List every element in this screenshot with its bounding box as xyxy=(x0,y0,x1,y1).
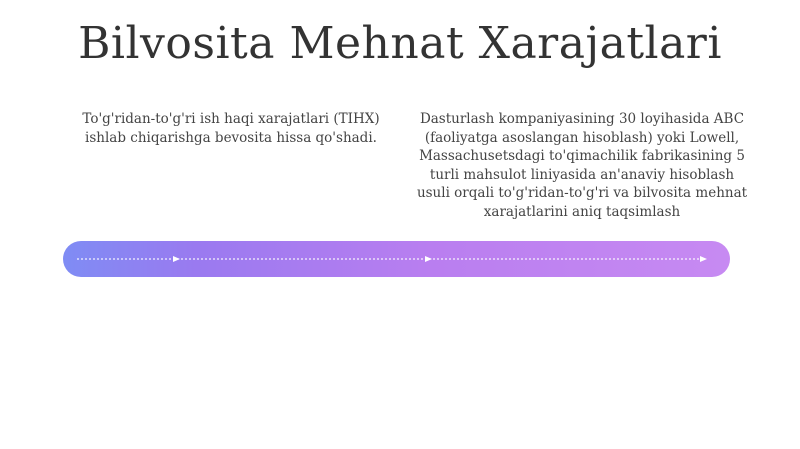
timeline-bar xyxy=(63,241,730,277)
timeline-arrow-3-icon xyxy=(700,256,707,262)
timeline-event-2-text: Dasturlash kompaniyasining 30 loyihasida ABC (faoliyatga asoslangan hisoblash) yoki Lowell, Massachusetsdagi to'qimachilik fabrikasining 5 turli mahsulot liniyasida an'anaviy hisoblash usuli orqali to'g'ridan-to'g'ri va bilvosita mehnat xarajatlarini aniq taqsimlash xyxy=(416,111,748,220)
timeline-arrows xyxy=(63,241,730,277)
timeline-event-1-text: To'g'ridan-to'g'ri ish haqi xarajatlari (TIHX) ishlab chiqarishga bevosita hissa qo'shadi. xyxy=(82,111,380,146)
timeline-arrow-1-icon xyxy=(173,256,180,262)
page-title: Bilvosita Mehnat Xarajatlari xyxy=(78,18,722,69)
timeline-arrow-2-icon xyxy=(425,256,432,262)
